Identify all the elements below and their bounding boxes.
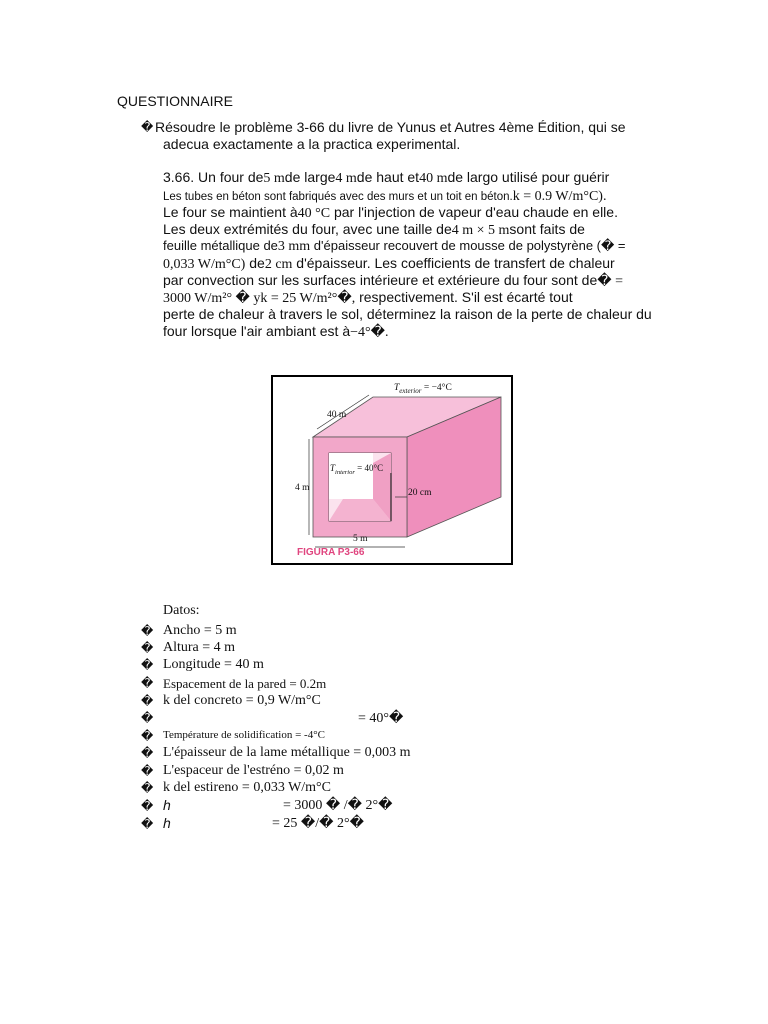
height-label: 4 m bbox=[295, 483, 310, 493]
list-item: = 25 �/� 2°� bbox=[272, 816, 364, 831]
bullet-icon: � bbox=[141, 641, 154, 655]
list-item: Température de solidification = -4°C bbox=[163, 729, 325, 741]
list-item: Altura = 4 m bbox=[163, 640, 236, 655]
list-item: L'épaisseur de la lame métallique = 0,003 m bbox=[163, 745, 411, 760]
list-item: = 40°� bbox=[358, 711, 404, 726]
bullet-icon: � bbox=[141, 694, 154, 708]
list-item: L'espaceur de l'estréno = 0,02 m bbox=[163, 763, 344, 778]
oven-diagram bbox=[273, 377, 511, 563]
bullet-icon: � bbox=[141, 676, 154, 690]
problem-line-10: four lorsque l'air ambiant est à−4°�. bbox=[163, 323, 389, 340]
page-title: QUESTIONNAIRE bbox=[117, 93, 233, 109]
problem-line-9: perte de chaleur à travers le sol, déterminez la raison de la perte de chaleur du bbox=[163, 306, 652, 322]
bullet-icon: � bbox=[141, 624, 154, 638]
problem-line-7: par convection sur les surfaces intérieure et extérieure du four sont de� = bbox=[163, 272, 623, 289]
problem-line-1: 3.66. Un four de5 mde large4 mde haut et40 mde largo utilisé pour guérir bbox=[163, 169, 610, 186]
list-item: k del estireno = 0,033 W/m°C bbox=[163, 780, 331, 795]
bullet-icon: � bbox=[141, 120, 154, 134]
problem-line-3: Le four se maintient à40 °C par l'injection de vapeur d'eau chaude en elle. bbox=[163, 204, 618, 221]
bullet-icon: � bbox=[141, 799, 154, 813]
length-label: 40 m bbox=[327, 410, 347, 420]
t-exterior-label: $T_{exterior} = -4^\circ C$ bbox=[394, 383, 452, 395]
bullet-icon: � bbox=[141, 817, 154, 831]
list-item: = 3000 � /� 2°� bbox=[283, 798, 393, 813]
datos-title: Datos: bbox=[163, 603, 200, 618]
problem-line-5: feuille métallique de3 mm d'épaisseur recouvert de mousse de polystyrène (� = bbox=[163, 238, 626, 254]
list-item: k del concreto = 0,9 W/m°C bbox=[163, 693, 321, 708]
problem-line-4: Les deux extrémités du four, avec une taille de4 m × 5 msont faits de bbox=[163, 221, 585, 238]
bullet-icon: � bbox=[141, 746, 154, 760]
bullet-icon: � bbox=[141, 658, 154, 672]
problem-line-8: 3000 W/m²° � yk = 25 W/m²°�, respectivement. S'il est écarté tout bbox=[163, 289, 573, 306]
intro-line-1: Résoudre le problème 3-66 du livre de Yunus et Autres 4ème Édition, qui se bbox=[155, 119, 626, 135]
list-item: Ancho = 5 m bbox=[163, 623, 237, 638]
list-item: Espacement de la pared = 0.2m bbox=[163, 676, 327, 691]
bullet-icon: � bbox=[141, 764, 154, 778]
problem-line-6: 0,033 W/m°C) de2 cm d'épaisseur. Les coefficients de transfert de chaleur bbox=[163, 255, 615, 272]
bullet-icon: � bbox=[141, 711, 154, 725]
figure-p3-66 bbox=[271, 375, 513, 565]
width-label: 5 m bbox=[353, 534, 368, 544]
bullet-icon: � bbox=[141, 781, 154, 795]
t-interior-label: $T_{interior} = 40^\circ C$ bbox=[330, 463, 384, 476]
list-item: Longitude = 40 m bbox=[163, 657, 264, 672]
list-item-symbol: h bbox=[163, 815, 171, 831]
figure-caption: FIGURA P3-66 bbox=[297, 547, 365, 558]
wall-thickness-label: 20 cm bbox=[408, 488, 432, 498]
list-item-symbol: h bbox=[163, 797, 171, 813]
bullet-icon: � bbox=[141, 729, 154, 743]
intro-line-2: adecua exactamente a la practica experimental. bbox=[163, 136, 461, 152]
problem-line-2: Les tubes en béton sont fabriqués avec des murs et un toit en béton.k = 0.9 W/m°C). bbox=[163, 189, 607, 204]
